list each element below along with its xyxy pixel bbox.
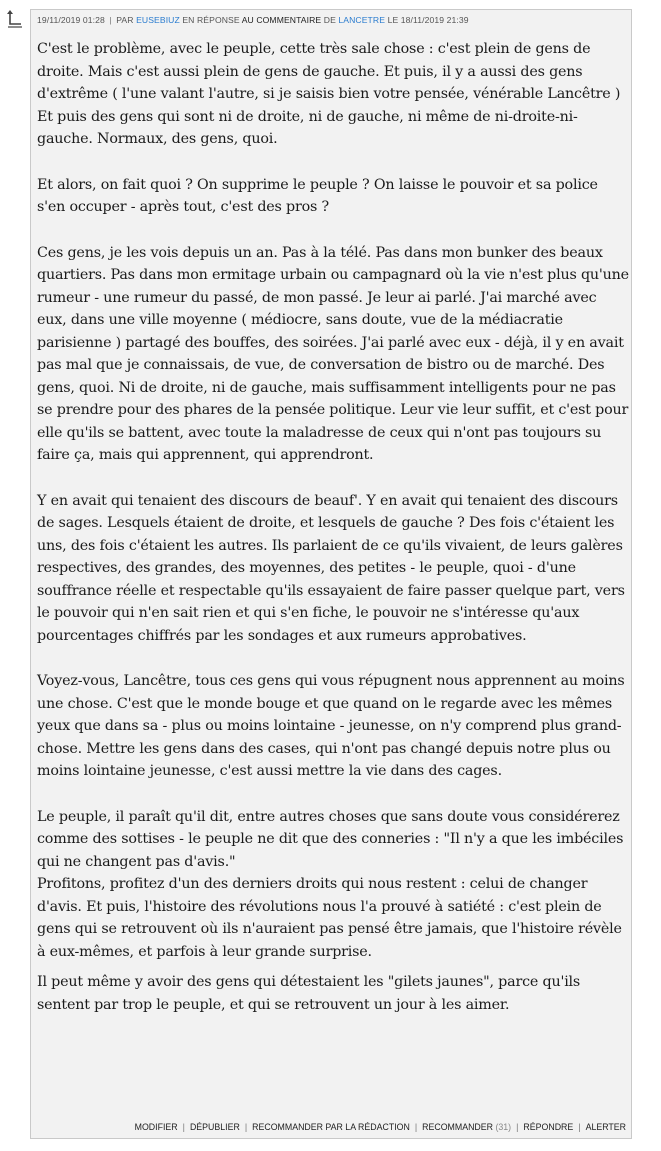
alert-link[interactable]: ALERTER — [585, 1122, 626, 1132]
action-separator: | — [578, 1122, 581, 1132]
reply-label: EN RÉPONSE — [182, 15, 240, 25]
of-label: DE — [323, 15, 336, 25]
comment-paragraph: Y en avait qui tenaient des discours de beauf'. Y en avait qui tenaient des discours de sages. Lesquels étaient de droite, et lesquels de gauche ? Des fois c'étaient les uns, des fois c'étaient les autres. Ils parlaient de ce qu'ils vivaient, de leurs galères respectives, des grandes, des moyennes, des petites - le peuple, quoi - d'une souffrance réelle et respectable qu'ils essayaient de faire passer quelque part, vers le pouvoir qui n'en sait rien et qui s'en fiche, le pouvoir ne s'intéresse qu'aux pourcentages chiffrés par les sondages et aux rumeurs approbatives. — [37, 492, 625, 644]
comment-meta — [37, 15, 469, 25]
comment-paragraph: Il peut même y avoir des gens qui détestaient les "gilets jaunes", parce qu'ils sentent par trop le peuple, et qui se retrouvent un jour à les aimer. — [37, 974, 581, 1013]
reply-arrow-icon — [6, 9, 24, 29]
recommend-count: (31) — [495, 1122, 512, 1132]
comment-box — [30, 9, 632, 1139]
author-link[interactable]: EUSEBIUZ — [136, 15, 180, 25]
modify-link[interactable]: MODIFIER — [134, 1122, 178, 1132]
comment-paragraph: Voyez-vous, Lancêtre, tous ces gens qui vous répugnent nous apprennent au moins une chose. C'est que le monde bouge et que quand on le regarde avec les mêmes yeux que dans sa - plus ou moins lointaine - jeunesse, on n'y comprend plus grand-chose. Mettre les gens dans des cases, qui n'ont pas changé depuis notre plus ou moins lointaine jeunesse, c'est aussi mettre la vie dans des cages. — [37, 673, 625, 779]
comment-paragraph: Ces gens, je les vois depuis un an. Pas à la télé. Pas dans mon bunker des beaux quartiers. Pas dans mon ermitage urbain ou campagnard où la vie n'est plus qu'une rumeur - une rumeur du passé, de mon passé. Je leur ai parlé. J'ai marché avec eux, dans une ville moyenne ( médiocre, sans doute, vue de la médiacratie parisienne ) partagé des bouffes, des soirées. J'ai parlé avec eux - déjà, il y en avait pas mal que je connaissais, de vue, de conversation de bistro ou de marché. Des gens, quoi. Ni de droite, ni de gauche, mais suffisamment intelligents pour ne pas se prendre pour des phares de la pensée politique. Leur vie leur suffit, et c'est pour elle qu'ils se battent, avec toute la maladresse de ceux qui n'ont pas toujours su faire ça, mais qui apprennent, qui apprendront. — [37, 244, 629, 463]
parent-comment-date: 18/11/2019 21:39 — [400, 15, 469, 25]
comment-paragraph: Le peuple, il paraît qu'il dit, entre autres choses que sans doute vous considérerez comme des sottises - le peuple ne dit que des conneries : "Il n'y a que les imbéciles qui ne changent pas d'avis." — [37, 808, 624, 870]
parent-date-label: LE — [387, 15, 399, 25]
parent-author-link[interactable]: LANCETRE — [338, 15, 386, 25]
action-separator: | — [414, 1122, 418, 1132]
recommend-link[interactable]: RECOMMANDER — [422, 1122, 494, 1132]
by-label: PAR — [116, 15, 134, 25]
unpublish-link[interactable]: DÉPUBLIER — [189, 1122, 240, 1132]
comment-date: 19/11/2019 01:28 — [37, 15, 105, 25]
comment-paragraph: Et alors, on fait quoi ? On supprime le peuple ? On laisse le pouvoir et sa police s'en occuper - après tout, c'est des pros ? — [37, 176, 598, 215]
comment-paragraph: Profitons, profitez d'un des derniers droits qui nous restent : celui de changer d'avis. Et puis, l'histoire des révolutions nous l'a prouvé à satiété : c'est plein de gens qui se retrouvent où ils n'auraient pas pensé être jamais, que l'histoire révèle à eux-mêmes, et parfois à leur grande surprise. — [37, 876, 622, 960]
action-separator: | — [516, 1122, 519, 1132]
comment-body — [37, 38, 629, 1016]
action-separator: | — [182, 1122, 185, 1132]
recommend-editorial-link[interactable]: RECOMMANDER PAR LA RÉDACTION — [252, 1122, 410, 1132]
reply-link[interactable]: RÉPONDRE — [523, 1122, 574, 1132]
action-separator: | — [244, 1122, 248, 1132]
comment-actions — [135, 1122, 626, 1132]
comment-paragraph: C'est le problème, avec le peuple, cette très sale chose : c'est plein de gens de droite. Mais c'est aussi plein de gens de gauche. Et puis, il y a aussi des gens d'extrême ( l'une valant l'autre, si je saisis bien votre pensée, vénérable Lancêtre ) Et puis des gens qui sont ni de droite, ni de gauche, ni même de ni-droite-ni-gauche. Normaux, des gens, quoi. — [37, 41, 621, 147]
parent-comment-link[interactable]: AU COMMENTAIRE — [241, 15, 322, 25]
meta-separator: | — [109, 15, 112, 25]
